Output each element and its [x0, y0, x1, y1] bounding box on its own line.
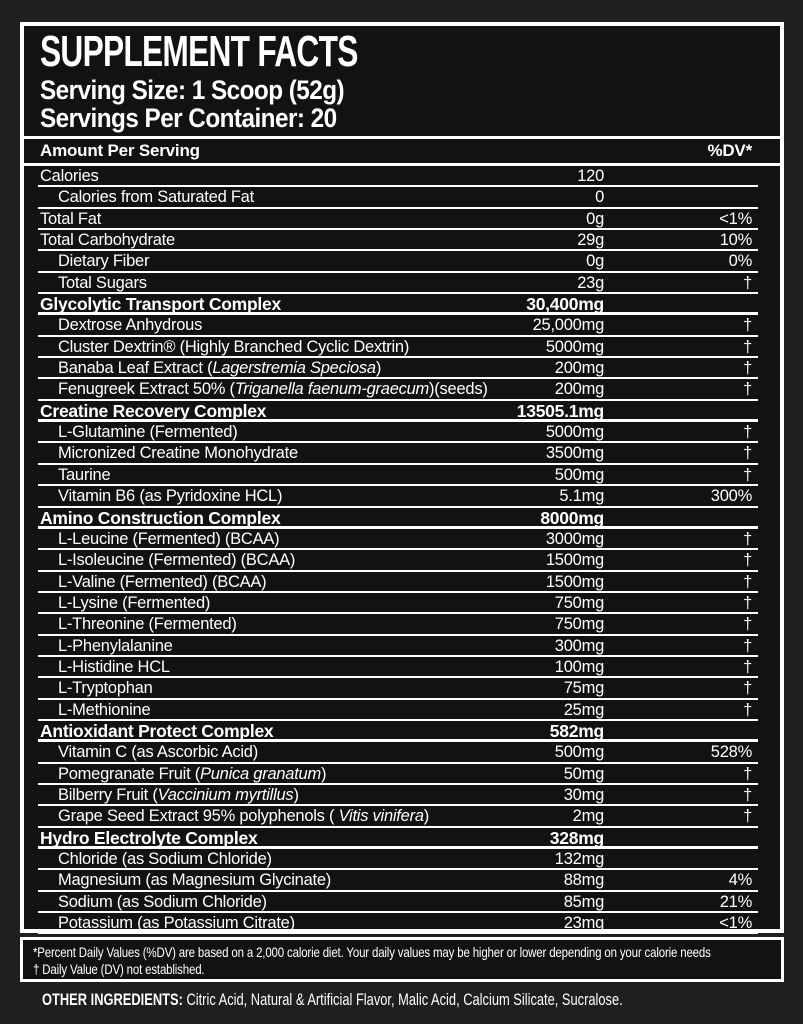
row-amount: 2mg: [572, 807, 604, 826]
amount-per-serving-band: [24, 136, 780, 166]
other-ingredients: [42, 990, 787, 1010]
table-row: [38, 764, 758, 785]
row-label: Total Carbohydrate: [40, 231, 175, 250]
table-row: [38, 251, 758, 272]
table-row: [38, 166, 758, 187]
row-label: Potassium (as Potassium Citrate): [58, 914, 295, 933]
row-label: Total Sugars: [58, 273, 147, 292]
row-amount: 30mg: [563, 785, 604, 804]
table-row: [38, 785, 758, 806]
row-label: L-Phenylalanine: [58, 636, 173, 655]
row-amount: 582mg: [549, 720, 604, 741]
table-row: [38, 572, 758, 593]
row-label: Amino Construction Complex: [40, 507, 281, 528]
row-dv: †: [743, 572, 752, 591]
row-dv: 21%: [719, 892, 752, 911]
row-label: Glycolytic Transport Complex: [40, 294, 281, 315]
row-label: Dextrose Anhydrous: [58, 316, 203, 335]
table-row: [38, 358, 758, 379]
row-amount: 85mg: [563, 892, 604, 911]
row-label: Cluster Dextrin® (Highly Branched Cyclic Dextrin): [58, 337, 410, 356]
row-amount: 132mg: [554, 850, 604, 868]
table-row: [38, 315, 758, 336]
row-amount: 75mg: [563, 679, 604, 698]
row-amount: 5000mg: [545, 337, 604, 356]
row-dv: †: [743, 423, 752, 442]
row-amount: 25mg: [563, 700, 604, 719]
table-row: [38, 486, 758, 507]
row-label: L-Histidine HCL: [58, 657, 170, 676]
table-row: [38, 870, 758, 891]
row-label: Creatine Recovery Complex: [40, 400, 267, 421]
row-dv: †: [743, 807, 752, 826]
row-dv: †: [743, 636, 752, 655]
row-dv: †: [743, 551, 752, 570]
row-dv: †: [743, 593, 752, 612]
table-row: [38, 465, 758, 486]
row-dv: †: [743, 615, 752, 634]
row-label: Taurine: [58, 465, 111, 484]
servings-per-container-text: Servings Per Container: 20: [40, 103, 337, 133]
row-amount: 5000mg: [545, 423, 604, 442]
row-amount: 0: [595, 188, 604, 207]
row-amount: 8000mg: [540, 507, 604, 528]
table-row: [38, 806, 758, 827]
row-label: Antioxidant Protect Complex: [40, 720, 274, 741]
row-amount: 100mg: [554, 657, 604, 676]
row-amount: 50mg: [563, 764, 604, 783]
table-row: [38, 337, 758, 358]
section-row: [38, 508, 758, 529]
row-label: Banaba Leaf Extract (Lagerstremia Speciosa): [58, 359, 382, 378]
row-label: Sodium (as Sodium Chloride): [58, 892, 267, 911]
serving-size-line: [40, 76, 764, 104]
row-dv: †: [743, 465, 752, 484]
section-row: [38, 401, 758, 422]
row-dv: †: [743, 700, 752, 719]
table-row: [38, 273, 758, 294]
table-row: [38, 700, 758, 721]
row-dv: †: [743, 529, 752, 548]
row-dv: †: [743, 764, 752, 783]
row-label: Pomegranate Fruit (Punica granatum): [58, 764, 327, 783]
row-dv: †: [743, 657, 752, 676]
row-label: Hydro Electrolyte Complex: [40, 827, 258, 848]
row-amount: 750mg: [554, 615, 604, 634]
table-row: [38, 657, 758, 678]
table-row: [38, 742, 758, 763]
row-amount: 200mg: [554, 380, 604, 399]
row-label: Calories: [40, 167, 99, 185]
row-amount: 300mg: [554, 636, 604, 655]
supplement-facts-panel: [20, 22, 784, 933]
table-row: [38, 379, 758, 400]
amount-per-serving-header: Amount Per Serving: [40, 141, 200, 160]
row-label: L-Leucine (Fermented) (BCAA): [58, 529, 280, 548]
table-row: [38, 209, 758, 230]
serving-size-text: Serving Size: 1 Scoop (52g): [40, 75, 345, 105]
other-ingredients-label: OTHER INGREDIENTS:: [42, 991, 183, 1009]
table-row: [38, 636, 758, 657]
row-amount: 500mg: [554, 465, 604, 484]
table-row: [38, 614, 758, 635]
row-amount: 5.1mg: [559, 487, 604, 506]
section-row: [38, 828, 758, 849]
label-header: [24, 26, 780, 132]
row-dv: <1%: [719, 209, 752, 228]
table-row: [38, 422, 758, 443]
row-dv: †: [743, 337, 752, 356]
dv-header: %DV*: [707, 141, 752, 160]
table-row: [38, 230, 758, 251]
row-dv: †: [743, 273, 752, 292]
row-dv: 10%: [719, 231, 752, 250]
row-amount: 23g: [577, 273, 604, 292]
row-amount: 88mg: [563, 871, 604, 890]
table-row: [38, 849, 758, 870]
row-dv: †: [743, 444, 752, 463]
row-label: L-Lysine (Fermented): [58, 593, 211, 612]
daily-value-footnote: [20, 937, 784, 982]
row-label: Micronized Creatine Monohydrate: [58, 444, 298, 463]
row-amount: 29g: [577, 231, 604, 250]
row-amount: 0g: [586, 209, 604, 228]
row-label: L-Glutamine (Fermented): [58, 423, 238, 442]
row-label: L-Valine (Fermented) (BCAA): [58, 572, 267, 591]
row-dv: 0%: [728, 252, 752, 271]
table-row: [38, 593, 758, 614]
table-row: [38, 529, 758, 550]
facts-rows: [24, 166, 780, 934]
row-label: Fenugreek Extract 50% (Triganella faenum-graecum)(seeds): [58, 380, 488, 399]
row-amount: 3500mg: [545, 444, 604, 463]
other-ingredients-text: Citric Acid, Natural & Artificial Flavor, Malic Acid, Calcium Silicate, Sucralose.: [182, 991, 623, 1009]
row-amount: 3000mg: [545, 529, 604, 548]
section-row: [38, 294, 758, 315]
table-row: [38, 913, 758, 934]
row-label: Vitamin C (as Ascorbic Acid): [58, 743, 258, 762]
row-label: Bilberry Fruit (Vaccinium myrtillus): [58, 785, 299, 804]
row-dv: <1%: [719, 914, 752, 933]
row-label: L-Isoleucine (Fermented) (BCAA): [58, 551, 296, 570]
row-label: Dietary Fiber: [58, 252, 150, 271]
supplement-facts-title: SUPPLEMENT FACTS: [40, 27, 358, 76]
table-row: [38, 187, 758, 208]
table-row: [38, 443, 758, 464]
row-amount: 13505.1mg: [516, 400, 604, 421]
row-label: Calories from Saturated Fat: [58, 188, 254, 207]
row-amount: 1500mg: [545, 551, 604, 570]
row-amount: 25,000mg: [532, 316, 604, 335]
servings-per-container-line: [40, 104, 764, 132]
row-label: L-Methionine: [58, 700, 151, 719]
footnote-line-2: † Daily Value (DV) not established.: [33, 961, 205, 977]
row-amount: 500mg: [554, 743, 604, 762]
row-dv: †: [743, 359, 752, 378]
row-label: L-Tryptophan: [58, 679, 153, 698]
row-dv: †: [743, 380, 752, 399]
table-row: [38, 892, 758, 913]
row-amount: 120: [577, 167, 604, 185]
row-label: Grape Seed Extract 95% polyphenols ( Vitis vinifera): [58, 807, 429, 826]
footnote-line-1: *Percent Daily Values (%DV) are based on a 2,000 calorie diet. Your daily values may be higher or lower depending on your calorie needs: [33, 944, 711, 960]
row-dv: 4%: [728, 871, 752, 890]
table-row: [38, 678, 758, 699]
section-row: [38, 721, 758, 742]
row-label: Total Fat: [40, 209, 102, 228]
row-amount: 30,400mg: [526, 294, 604, 315]
page-title: [40, 28, 764, 76]
row-label: Magnesium (as Magnesium Glycinate): [58, 871, 332, 890]
row-dv: †: [743, 316, 752, 335]
row-label: Vitamin B6 (as Pyridoxine HCL): [58, 487, 283, 506]
row-label: L-Threonine (Fermented): [58, 615, 237, 634]
row-amount: 0g: [586, 252, 604, 271]
row-amount: 328mg: [549, 827, 604, 848]
row-label: Chloride (as Sodium Chloride): [58, 850, 272, 868]
row-amount: 750mg: [554, 593, 604, 612]
row-dv: †: [743, 679, 752, 698]
row-amount: 23mg: [563, 914, 604, 933]
row-dv: 528%: [710, 743, 752, 762]
row-amount: 200mg: [554, 359, 604, 378]
table-row: [38, 550, 758, 571]
row-amount: 1500mg: [545, 572, 604, 591]
row-dv: 300%: [710, 487, 752, 506]
row-dv: †: [743, 785, 752, 804]
